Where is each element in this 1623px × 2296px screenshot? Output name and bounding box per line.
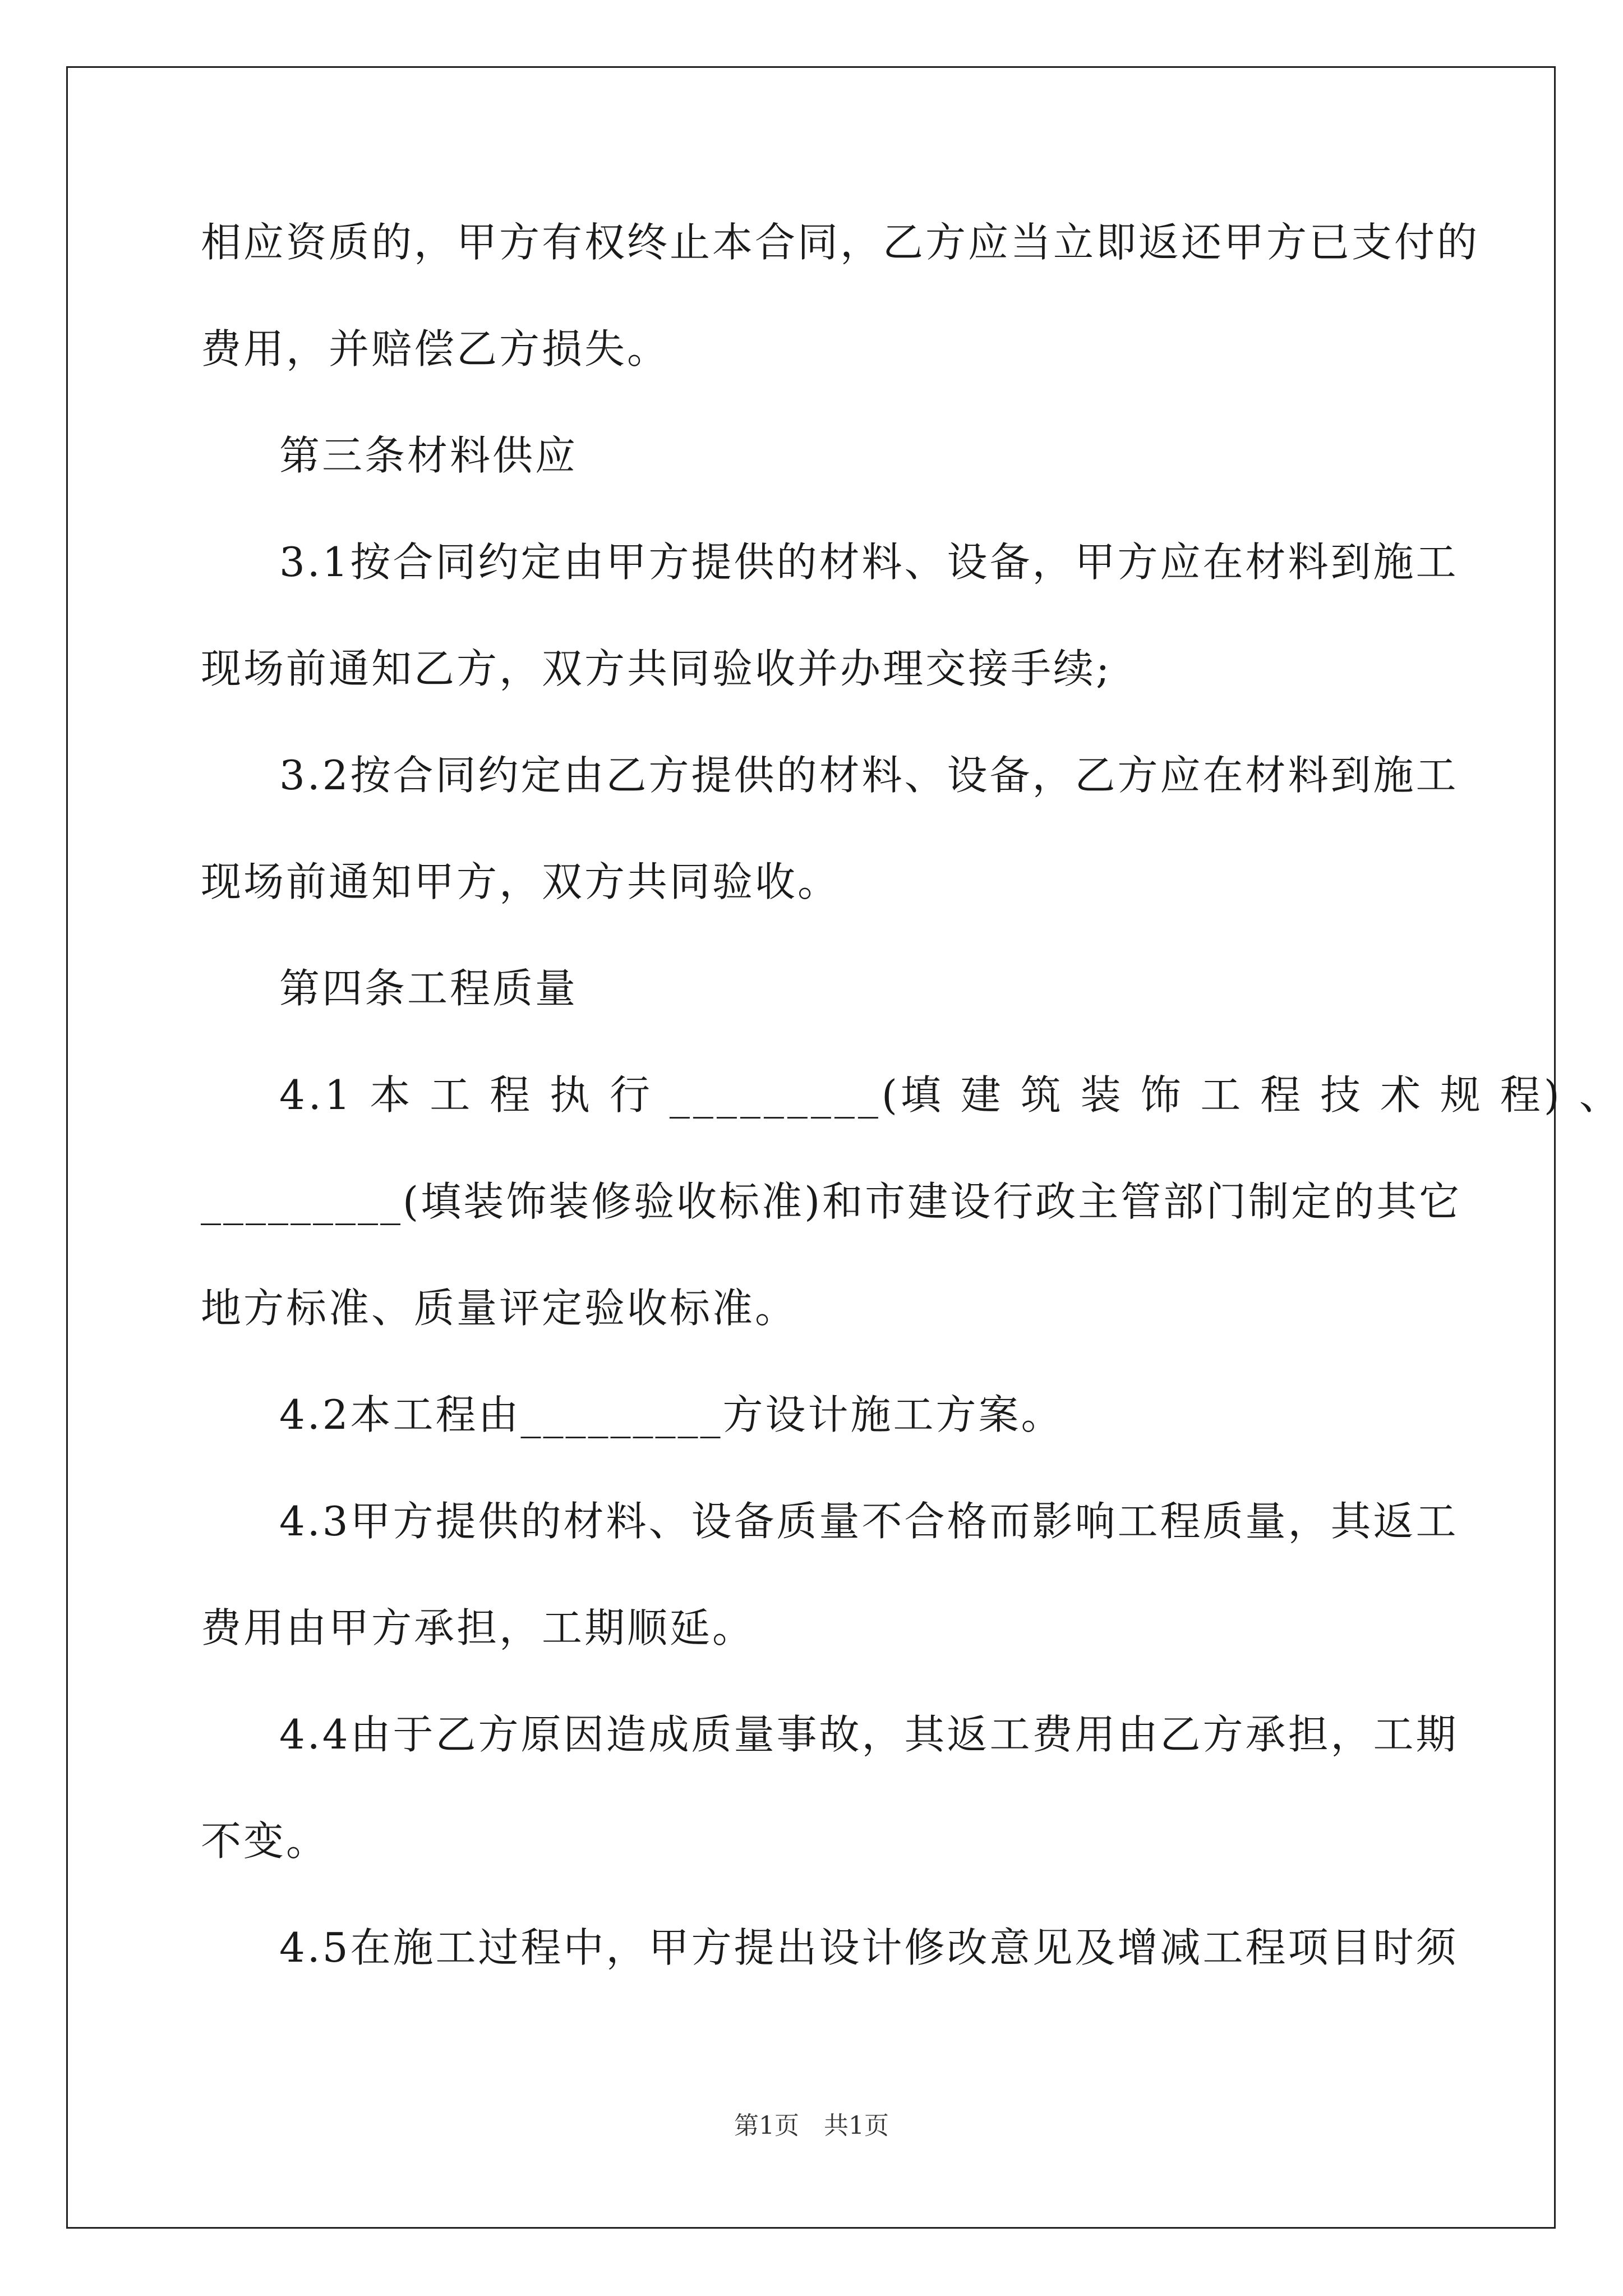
text-line: 4.3甲方提供的材料、设备质量不合格而影响工程质量，其返工	[279, 1498, 1459, 1545]
text-line: 现场前通知乙方，双方共同验收并办理交接手续;	[201, 645, 1112, 692]
page-border	[66, 66, 1556, 2229]
text-line: 4.2本工程由_________方设计施工方案。	[279, 1391, 1064, 1438]
text-line: 3.1按合同约定由甲方提供的材料、设备，甲方应在材料到施工	[279, 539, 1459, 586]
section-heading: 第三条材料供应	[279, 432, 578, 479]
text-line: 4.1 本 工 程 执 行 _________(填 建 筑 装 饰 工 程 技 术 规 程) 、	[279, 1071, 1623, 1119]
text-line: 费用，并赔偿乙方损失。	[201, 325, 670, 372]
text-line: 费用由甲方承担，工期顺延。	[201, 1604, 755, 1651]
text-line: 相应资质的，甲方有权终止本合同，乙方应当立即返还甲方已支付的	[201, 219, 1480, 266]
text-line: 4.4由于乙方原因造成质量事故，其返工费用由乙方承担，工期	[279, 1711, 1459, 1758]
text-line: 4.5在施工过程中，甲方提出设计修改意见及增减工程项目时须	[279, 1924, 1459, 1971]
section-heading: 第四条工程质量	[279, 965, 578, 1012]
text-line: 3.2按合同约定由乙方提供的材料、设备，乙方应在材料到施工	[279, 752, 1459, 799]
text-line: 地方标准、质量评定验收标准。	[201, 1285, 798, 1332]
text-line: 不变。	[201, 1818, 329, 1865]
text-line: _________(填装饰装修验收标准)和市建设行政主管部门制定的其它	[201, 1178, 1462, 1225]
page-number-footer: 第1页 共1页	[734, 2111, 889, 2140]
text-line: 现场前通知甲方，双方共同验收。	[201, 858, 841, 905]
